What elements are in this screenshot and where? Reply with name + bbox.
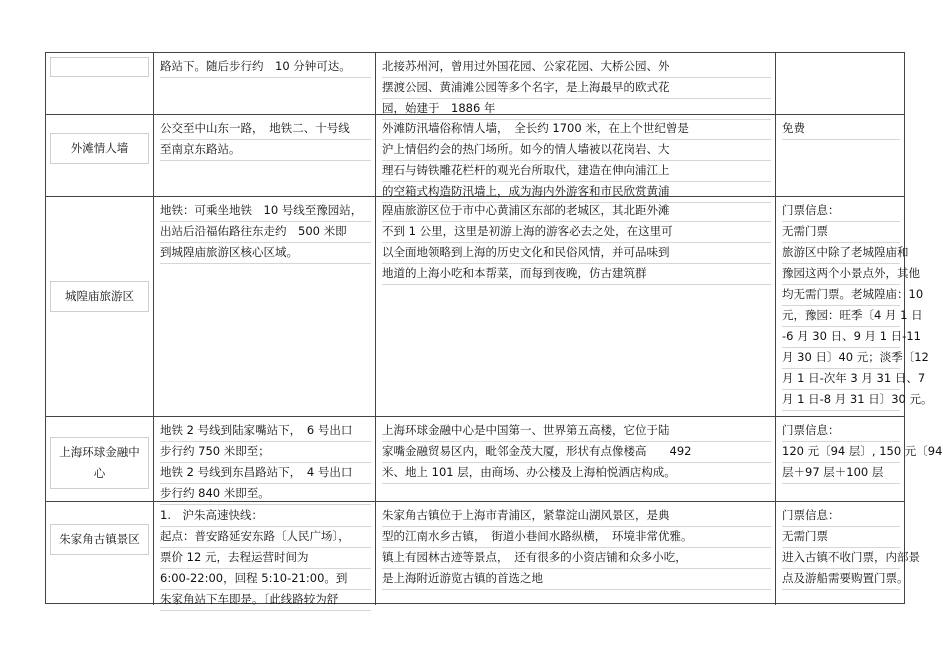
cell-text-line: 步行约 840 米即至。 bbox=[160, 483, 371, 505]
cell-text-line: 北接苏州河，曾用过外国花园、公家花园、大桥公园、外 bbox=[382, 56, 771, 78]
attractions-table bbox=[45, 52, 943, 606]
cell-text-line: 步行约 750 米即至； bbox=[160, 441, 371, 463]
cell-text-line: 型的江南水乡古镇， 街道小巷间水路纵横， 环境非常优雅。 bbox=[382, 526, 771, 548]
table-cell-ticket bbox=[776, 502, 920, 605]
cell-text-line: 上海环球金融中 bbox=[59, 445, 140, 459]
cell-text-line: 门票信息： bbox=[782, 420, 900, 442]
cell-text-line: 起点：普安路延安东路〔人民广场〕， bbox=[160, 526, 371, 548]
table-cell-intro bbox=[376, 115, 776, 196]
cell-text-line: 无需门票 bbox=[782, 526, 900, 548]
cell-text-line: 外滩情人墙 bbox=[70, 141, 129, 155]
table-cell-ticket bbox=[776, 417, 943, 501]
cell-text-line: -6 月 30 日、9 月 1 日-11 bbox=[782, 326, 900, 348]
cell-text-line: 隍庙旅游区位于市中心黄浦区东部的老城区，其北距外滩 bbox=[382, 200, 771, 222]
table-cell-transport bbox=[154, 53, 376, 114]
cell-text-line: 朱家角古镇景区 bbox=[59, 532, 140, 546]
cell-text-line: 到城隍庙旅游区核心区域。 bbox=[160, 242, 371, 264]
cell-text-line: 地道的上海小吃和本帮菜，而每到夜晚，仿古建筑群 bbox=[382, 263, 771, 285]
table-cell-transport bbox=[154, 197, 376, 416]
attraction-name bbox=[50, 524, 149, 555]
table-cell-intro bbox=[376, 197, 776, 416]
cell-text-line: 6:00-22:00，回程 5:10-21:00。到 bbox=[160, 568, 371, 590]
cell-text-line: 1. 沪朱高速快线： bbox=[160, 505, 371, 527]
cell-text-line: 的空箱式构造防汛墙上，成为海内外游客和市民欣赏黄浦 bbox=[382, 181, 771, 203]
cell-text-line: 月 1 日-8 月 31 日〕30 元。 bbox=[782, 389, 900, 411]
table-cell-intro bbox=[376, 502, 776, 605]
cell-text-line: 无需门票 bbox=[782, 221, 900, 243]
table-cell-transport bbox=[154, 502, 376, 605]
attraction-name bbox=[50, 133, 149, 164]
cell-text-line: 是上海附近游览古镇的首选之地 bbox=[382, 568, 771, 590]
cell-text-line: 票价 12 元，去程运营时间为 bbox=[160, 547, 371, 569]
table-cell-ticket bbox=[776, 53, 904, 114]
cell-text-line: 心 bbox=[93, 466, 106, 480]
cell-text-line: 至南京东路站。 bbox=[160, 139, 371, 161]
cell-text-line: 路站下。随后步行约 10 分钟可达。 bbox=[160, 56, 371, 78]
table-cell-name bbox=[46, 197, 154, 416]
cell-text-line: 米、地上 101 层，由商场、办公楼及上海柏悦酒店构成。 bbox=[382, 462, 771, 484]
cell-text-line: 元，豫园：旺季〔4 月 1 日 bbox=[782, 305, 900, 327]
attraction-name bbox=[50, 57, 149, 77]
table-cell-transport bbox=[154, 115, 376, 196]
table-cell-name bbox=[46, 115, 154, 196]
cell-text-line: 门票信息： bbox=[782, 505, 900, 527]
table-row bbox=[46, 417, 943, 502]
cell-text-line: 园，始建于 1886 年 bbox=[382, 98, 771, 120]
cell-text-line: 月 30 日〕40 元；淡季〔12 bbox=[782, 347, 900, 369]
attraction-name bbox=[50, 281, 149, 312]
cell-text-line: 地铁：可乘坐地铁 10 号线至豫园站， bbox=[160, 200, 371, 222]
attraction-name bbox=[50, 437, 149, 489]
cell-text-line: 豫园这两个小景点外，其他 bbox=[782, 263, 900, 285]
cell-text-line: 地铁 2 号线到陆家嘴站下， 6 号出口 bbox=[160, 420, 371, 442]
table-row bbox=[46, 502, 920, 606]
cell-text-line: 公交至中山东一路， 地铁二、十号线 bbox=[160, 118, 371, 140]
cell-text-line: 均无需门票。老城隍庙：10 bbox=[782, 284, 900, 306]
cell-text-line: 家嘴金融贸易区内，毗邻金茂大厦，形状有点像楼高 492 bbox=[382, 441, 771, 463]
table-row bbox=[46, 115, 904, 197]
table-cell-ticket bbox=[776, 197, 933, 416]
cell-text-line: 出站后沿福佑路往东走约 500 米即 bbox=[160, 221, 371, 243]
cell-text-line: 朱家角古镇位于上海市青浦区，紧靠淀山湖风景区，是典 bbox=[382, 505, 771, 527]
table-cell-name bbox=[46, 53, 154, 114]
cell-text-line: 不到 1 公里，这里是初游上海的游客必去之处，在这里可 bbox=[382, 221, 771, 243]
cell-text-line: 门票信息： bbox=[782, 200, 900, 222]
cell-text-line: 层＋97 层＋100 层 bbox=[782, 462, 900, 484]
table-row bbox=[46, 197, 933, 417]
cell-text-line: 镇上有园林古迹等景点， 还有很多的小资店铺和众多小吃， bbox=[382, 547, 771, 569]
cell-text-line: 朱家角站下车即是。〔此线路较为舒 bbox=[160, 589, 371, 611]
table-cell-intro bbox=[376, 417, 776, 501]
table-cell-transport bbox=[154, 417, 376, 501]
cell-text-line: 点及游船需要购置门票。 bbox=[782, 568, 900, 590]
cell-text-line: 上海环球金融中心是中国第一、世界第五高楼，它位于陆 bbox=[382, 420, 771, 442]
table-cell-name bbox=[46, 502, 154, 605]
cell-text-line: 城隍庙旅游区 bbox=[65, 289, 134, 303]
table-cell-ticket bbox=[776, 115, 904, 196]
table-row bbox=[46, 53, 904, 115]
cell-text-line: 外滩防汛墙俗称情人墙， 全长约 1700 米，在上个世纪曾是 bbox=[382, 118, 771, 140]
cell-text-line: 以全面地领略到上海的历史文化和民俗风情，并可品味到 bbox=[382, 242, 771, 264]
table-cell-name bbox=[46, 417, 154, 501]
cell-text-line: 理石与铸铁雕花栏杆的观光台所取代，建造在伸向浦江上 bbox=[382, 160, 771, 182]
cell-text-line: 免费 bbox=[782, 118, 900, 140]
cell-text-line: 旅游区中除了老城隍庙和 bbox=[782, 242, 900, 264]
cell-text-line: 地铁 2 号线到东昌路站下， 4 号出口 bbox=[160, 462, 371, 484]
cell-text-line: 摆渡公园、黄浦滩公园等多个名字，是上海最早的欧式花 bbox=[382, 77, 771, 99]
cell-text-line: 沪上情侣约会的热门场所。如今的情人墙被以花岗岩、大 bbox=[382, 139, 771, 161]
cell-text-line: 月 1 日-次年 3 月 31 日、7 bbox=[782, 368, 900, 390]
table-cell-intro bbox=[376, 53, 776, 114]
cell-text-line: 120 元〔94 层〕, 150 元〔94 bbox=[782, 441, 900, 463]
cell-text-line: 进入古镇不收门票，内部景 bbox=[782, 547, 900, 569]
